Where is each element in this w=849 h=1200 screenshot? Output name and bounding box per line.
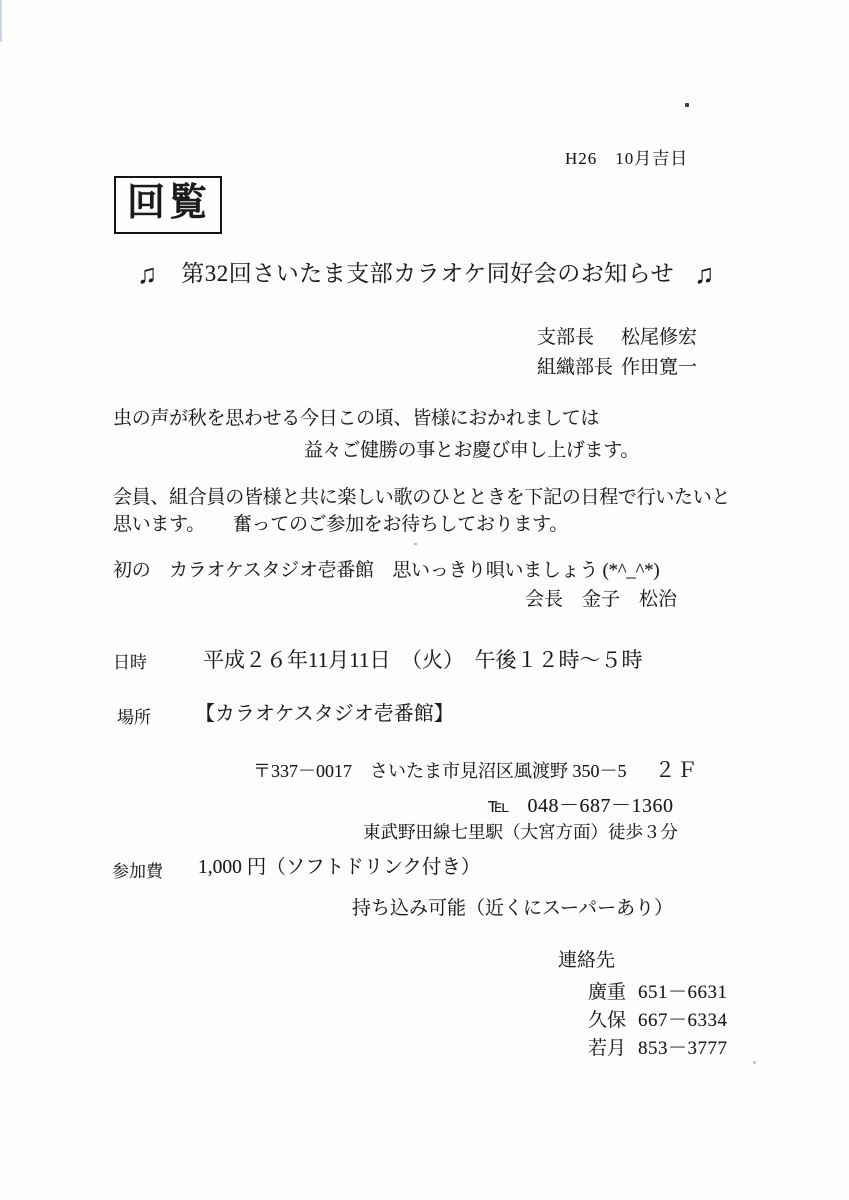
page-title: 第32回さいたま支部カラオケ同好会のお知らせ: [181, 261, 675, 286]
body-line-1: 会員、組合員の皆様と共に楽しい歌のひとときを下記の日程で行いたいと: [113, 487, 731, 508]
station-access: 東武野田線七里駅（大宮方面）徒歩３分: [363, 822, 678, 842]
contact-name: 久保: [588, 1010, 627, 1031]
address-text: 〒337－0017 さいたま市見沼区風渡野 350－5: [253, 761, 627, 781]
signatory-name: 松尾修宏: [621, 327, 698, 348]
music-note-icon: ♫: [137, 258, 158, 289]
signatory-role: 支部長: [537, 327, 595, 348]
signatory-role: 組織部長: [537, 357, 614, 378]
issue-date: H26 10月吉日: [565, 149, 689, 168]
greeting-line-2: 益々ご健勝の事とお慶び申し上げます。: [304, 440, 640, 461]
fee-label: 参加費: [112, 862, 163, 881]
telephone-row: [488, 794, 673, 819]
chairman-name: 会長 金子 松治: [525, 589, 678, 610]
scan-speck: [414, 543, 417, 545]
signatory-org-chief: [537, 356, 697, 380]
greeting-line-1: 虫の声が秋を思わせる今日この頃、皆様におかれましては: [113, 408, 600, 429]
contact-row: [588, 1037, 728, 1061]
signatory-branch-chief: [537, 326, 697, 350]
contact-phone: 667－6334: [638, 1010, 728, 1031]
datetime-label: 日時: [113, 653, 147, 672]
tel-number: 048－687－1360: [527, 795, 674, 817]
venue-address: [253, 757, 699, 783]
contact-row: [588, 1009, 728, 1033]
circulation-stamp: 回覧: [114, 176, 222, 234]
scan-speck: [753, 1061, 756, 1064]
contact-name: 若月: [588, 1038, 627, 1059]
contact-phone: 853－3777: [638, 1038, 728, 1059]
music-note-icon: ♫: [694, 258, 715, 289]
datetime-value: 平成２６年11月11日 （火） 午後１２時～５時: [203, 648, 643, 672]
notice-title-row: [137, 260, 714, 289]
fee-value: 1,000 円（ソフトドリンク付き）: [198, 857, 481, 878]
venue-note: 初の カラオケスタジオ壱番館 思いっきり唄いましょう (*^_^*): [113, 560, 660, 581]
scan-edge-artifact: [0, 0, 2, 42]
place-label: 場所: [117, 708, 151, 727]
address-floor: ２Ｆ: [654, 758, 699, 782]
signatory-name: 作田寛一: [621, 357, 698, 378]
scan-speck: [685, 103, 689, 107]
contact-phone: 651－6631: [638, 982, 728, 1003]
contacts-label: 連絡先: [558, 950, 616, 971]
body-line-2: 思います。 奮ってのご参加をお待ちしております。: [113, 514, 568, 535]
contact-row: [588, 981, 728, 1005]
byo-note: 持ち込み可能（近くにスーパーあり）: [352, 898, 674, 919]
tel-icon: ℡: [488, 795, 510, 817]
contact-name: 廣重: [588, 982, 627, 1003]
place-value: 【カラオケスタジオ壱番館】: [195, 703, 454, 725]
